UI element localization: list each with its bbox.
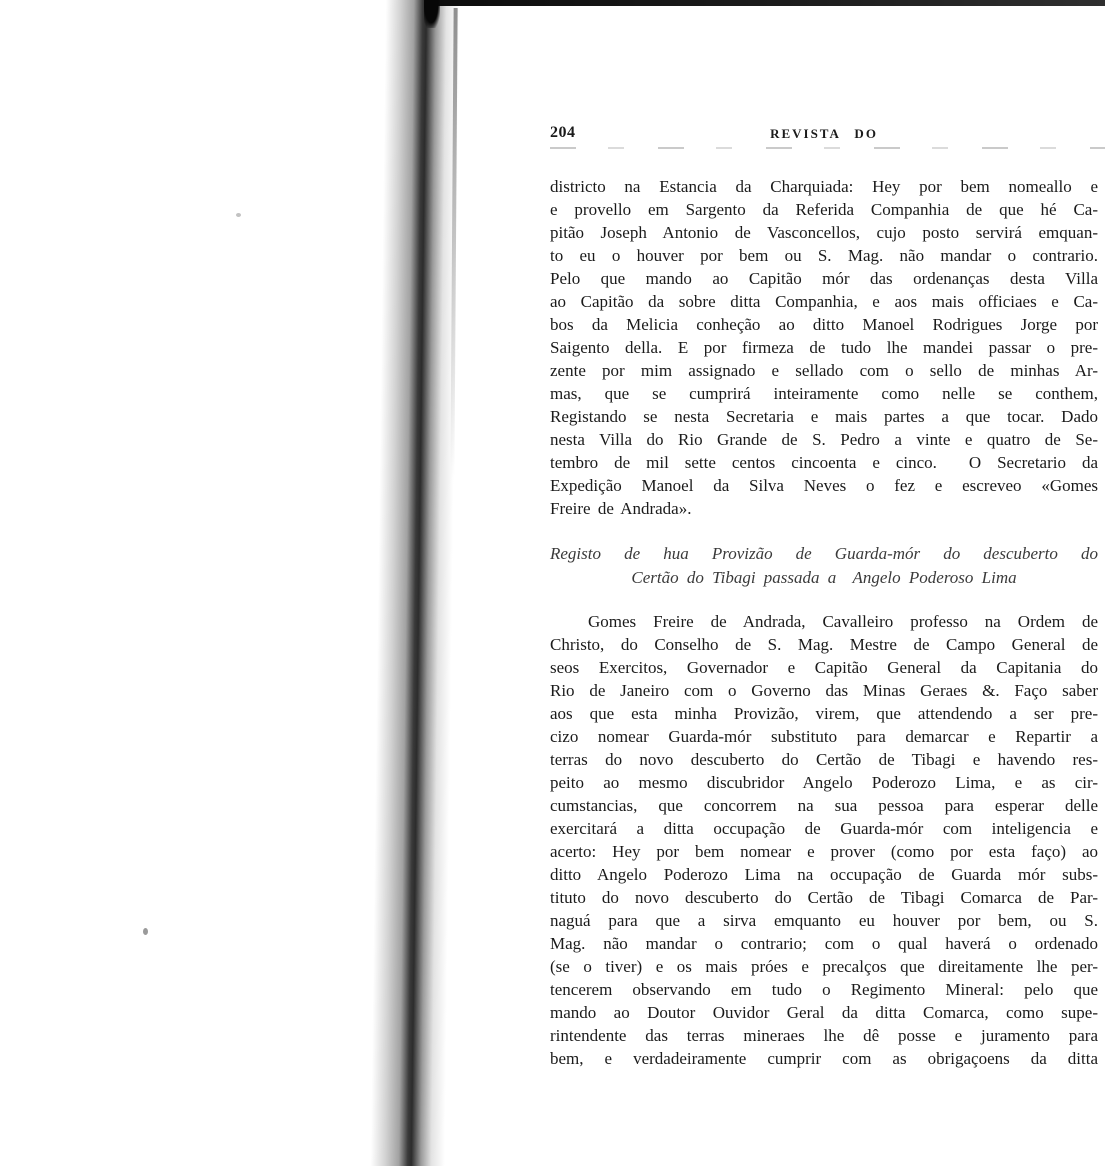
section-heading-line: Certão do Tibagi passada a Angelo Poderoso Lima <box>631 568 1017 587</box>
text-line: naguá para que a sirva emquanto eu houver por bem, ou S. <box>550 911 1098 930</box>
paragraph <box>550 610 1098 1070</box>
text-line: e provello em Sargento da Referida Companhia de que hé Ca- <box>550 200 1098 219</box>
text-line: Pelo que mando ao Capitão mór das ordenanças desta Villa <box>550 269 1098 288</box>
section-heading-line: Registo de hua Provizão de Guarda-mór do descuberto do <box>550 544 1098 563</box>
page-top-edge <box>429 0 1105 6</box>
text-line: Registando se nesta Secretaria e mais partes a que tocar. Dado <box>550 407 1098 426</box>
text-line: peito ao mesmo discubridor Angelo Poderozo Lima, e as cir- <box>550 773 1098 792</box>
text-line: ditto Angelo Poderozo Lima na occupação de Guarda mór subs- <box>550 865 1098 884</box>
text-line: bem, e verdadeiramente cumprir com as obrigaçoens da ditta <box>550 1049 1098 1068</box>
book-binding-shadow <box>370 0 460 1166</box>
text-line: tituto do novo descuberto do Certão de Tibagi Comarca de Par- <box>550 888 1098 907</box>
text-line: districto na Estancia da Charquiada: Hey por bem nomeallo e <box>550 177 1098 196</box>
page-corner-shadow <box>424 0 440 28</box>
text-line: Mag. não mandar o contrario; com o qual haverá o ordenado <box>550 934 1098 953</box>
text-line: mas, que se cumprirá inteiramente como nelle se conthem, <box>550 384 1098 403</box>
scan-speck <box>143 928 148 935</box>
text-line: bos da Melicia conheção ao ditto Manoel Rodrigues Jorge por <box>550 315 1098 334</box>
text-line: aos que esta minha Provizão, virem, que attendendo a ser pre- <box>550 704 1098 723</box>
scan-speck <box>236 213 241 217</box>
section-heading <box>550 542 1098 590</box>
text-line: Saigento della. E por firmeza de tudo lhe mandei passar o pre- <box>550 338 1098 357</box>
text-line: Freire de Andrada». <box>550 499 692 518</box>
text-line: terras do novo descuberto do Certão de Tibagi e havendo res- <box>550 750 1098 769</box>
text-line: cizo nomear Guarda-mór substituto para demarcar e Repartir a <box>550 727 1098 746</box>
text-line: Christo, do Conselho de S. Mag. Mestre de Campo General de <box>550 635 1098 654</box>
running-header <box>550 124 1098 142</box>
text-line: (se o tiver) e os mais próes e precalços que direitamente lhe per- <box>550 957 1098 976</box>
text-line: Gomes Freire de Andrada, Cavalleiro professo na Ordem de <box>588 612 1098 631</box>
text-line: acerto: Hey por bem nomear e prover (como por esta faço) ao <box>550 842 1098 861</box>
text-line: tembro de mil sette centos cincoenta e cinco. O Secretario da <box>550 453 1098 472</box>
text-line: Expedição Manoel da Silva Neves o fez e escreveo «Gomes <box>550 476 1098 495</box>
paragraph <box>550 175 1098 520</box>
running-title: REVISTA DO <box>770 126 878 141</box>
text-line: tencerem observando em tudo o Regimento Mineral: pelo que <box>550 980 1098 999</box>
text-line: pitão Joseph Antonio de Vasconcellos, cujo posto servirá emquan- <box>550 223 1098 242</box>
page-number: 204 <box>550 124 576 141</box>
text-line: cumstancias, que concorrem na sua pessoa para esperar delle <box>550 796 1098 815</box>
text-line: to eu o houver por bem ou S. Mag. não mandar o contrario. <box>550 246 1098 265</box>
text-line: ao Capitão da sobre ditta Companhia, e aos mais officiaes e Ca- <box>550 292 1098 311</box>
text-line: seos Exercitos, Governador e Capitão General da Capitania do <box>550 658 1098 677</box>
text-line: rintendente das terras mineraes lhe dê posse e juramento para <box>550 1026 1098 1045</box>
text-line: zente por mim assignado e sellado com o sello de minhas Ar- <box>550 361 1098 380</box>
header-rule <box>550 147 1105 149</box>
text-line: nesta Villa do Rio Grande de S. Pedro a vinte e quatro de Se- <box>550 430 1098 449</box>
page-content <box>550 124 1098 1070</box>
text-line: exercitará a ditta occupação de Guarda-mór com inteligencia e <box>550 819 1098 838</box>
text-line: mando ao Doutor Ouvidor Geral da ditta Comarca, como supe- <box>550 1003 1098 1022</box>
text-line: Rio de Janeiro com o Governo das Minas Geraes &. Faço saber <box>550 681 1098 700</box>
